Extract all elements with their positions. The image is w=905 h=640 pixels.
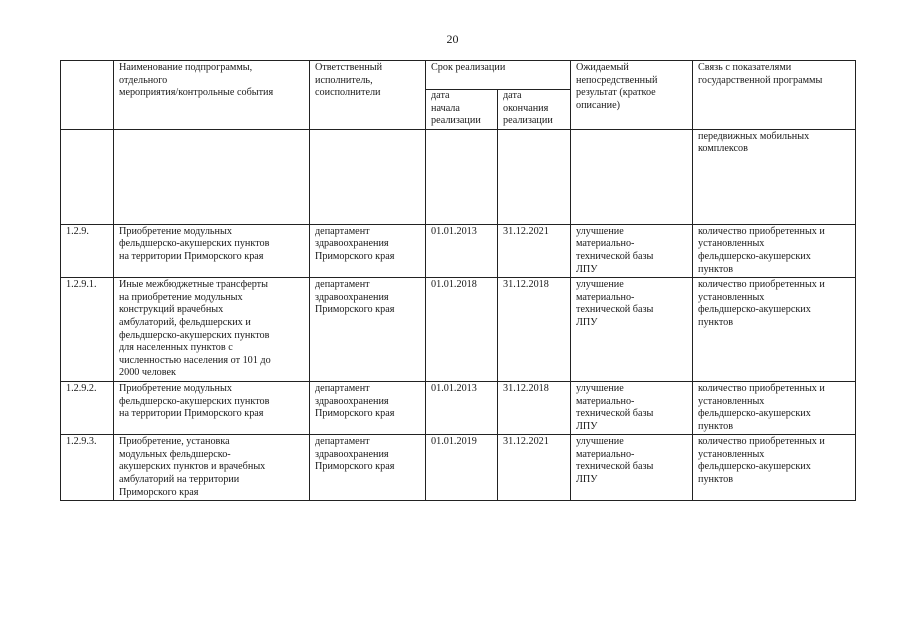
cell-number: 1.2.9.3. (61, 435, 114, 501)
cell-link: передвижных мобильных комплексов (693, 129, 856, 224)
cell-start-date: 01.01.2013 (426, 381, 498, 434)
cell-result: улучшение материально- технической базы ЛПУ (571, 381, 693, 434)
cell-end-date: 31.12.2021 (498, 224, 571, 277)
cell-result: улучшение материально- технической базы ЛПУ (571, 435, 693, 501)
cell-name: Приобретение, установка модульных фельдшерско- акушерских пунктов и врачебных амбулаторий на территории Приморского края (114, 435, 310, 501)
header-end-date: дата окончания реализации (498, 90, 571, 130)
table-row (61, 224, 856, 277)
header-result: Ожидаемый непосредственный результат (краткое описание) (571, 61, 693, 130)
header-start-date: дата начала реализации (426, 90, 498, 130)
cell-end-date: 31.12.2018 (498, 381, 571, 434)
cell-executor: департамент здравоохранения Приморского края (310, 381, 426, 434)
header-row (61, 61, 856, 90)
cell-name: Иные межбюджетные трансферты на приобретение модульных конструкций врачебных амбулаторий, фельдшерских и фельдшерско-акушерских пунктов для населенных пунктов с численностью населения от 101 до 2000 человек (114, 278, 310, 382)
cell-link: количество приобретенных и установленных фельдшерско-акушерских пунктов (693, 435, 856, 501)
cell-end-date (498, 129, 571, 224)
header-period: Срок реализации (426, 61, 571, 90)
header-name: Наименование подпрограммы, отдельного мероприятия/контрольные события (114, 61, 310, 130)
page-number: 20 (446, 32, 459, 46)
cell-end-date: 31.12.2021 (498, 435, 571, 501)
cell-number (61, 129, 114, 224)
cell-start-date: 01.01.2018 (426, 278, 498, 382)
cell-executor: департамент здравоохранения Приморского края (310, 224, 426, 277)
cell-end-date: 31.12.2018 (498, 278, 571, 382)
cell-result (571, 129, 693, 224)
cell-start-date: 01.01.2019 (426, 435, 498, 501)
cell-executor (310, 129, 426, 224)
cell-result: улучшение материально- технической базы ЛПУ (571, 224, 693, 277)
cell-number: 1.2.9.2. (61, 381, 114, 434)
cell-start-date: 01.01.2013 (426, 224, 498, 277)
cell-number: 1.2.9. (61, 224, 114, 277)
cell-number: 1.2.9.1. (61, 278, 114, 382)
cell-result: улучшение материально- технической базы ЛПУ (571, 278, 693, 382)
cell-link: количество приобретенных и установленных фельдшерско-акушерских пунктов (693, 381, 856, 434)
table-row (61, 435, 856, 501)
cell-executor: департамент здравоохранения Приморского края (310, 435, 426, 501)
cell-name: Приобретение модульных фельдшерско-акушерских пунктов на территории Приморского края (114, 381, 310, 434)
cell-link: количество приобретенных и установленных фельдшерско-акушерских пунктов (693, 224, 856, 277)
cell-start-date (426, 129, 498, 224)
table-row (61, 381, 856, 434)
program-table (60, 60, 856, 501)
cell-name (114, 129, 310, 224)
header-executor: Ответственный исполнитель, соисполнители (310, 61, 426, 130)
cell-link: количество приобретенных и установленных фельдшерско-акушерских пунктов (693, 278, 856, 382)
cell-name: Приобретение модульных фельдшерско-акушерских пунктов на территории Приморского края (114, 224, 310, 277)
continuation-row (61, 129, 856, 224)
cell-executor: департамент здравоохранения Приморского края (310, 278, 426, 382)
header-link: Связь с показателями государственной программы (693, 61, 856, 130)
table-row (61, 278, 856, 382)
header-number (61, 61, 114, 130)
